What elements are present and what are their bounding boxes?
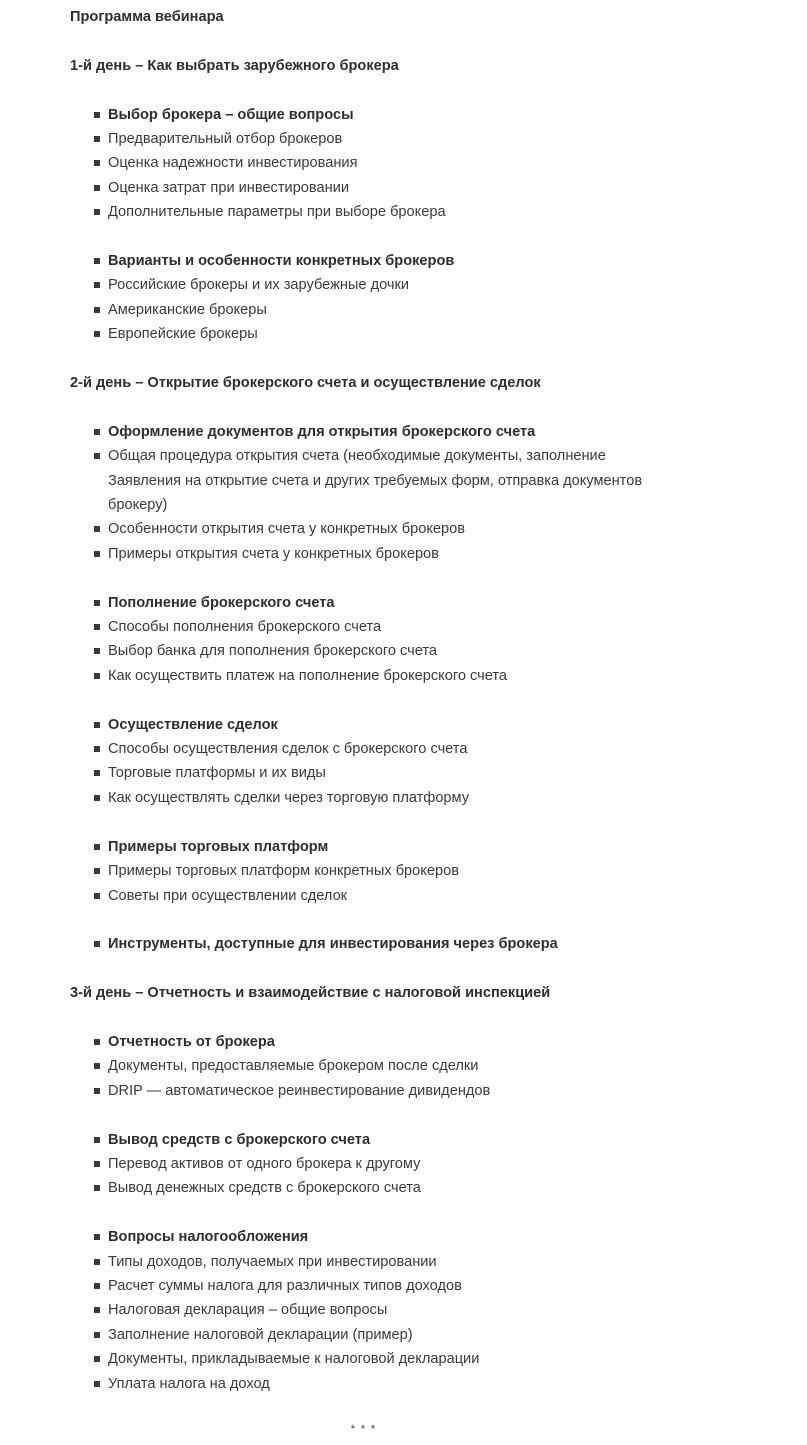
list-item-text: Способы осуществления сделок с брокерского счета bbox=[108, 741, 468, 758]
square-bullet-icon bbox=[94, 453, 100, 459]
square-bullet-icon bbox=[94, 770, 100, 776]
section-title bbox=[108, 932, 670, 956]
day-3-section-1 bbox=[70, 1030, 670, 1103]
day-2-section-3 bbox=[70, 713, 670, 811]
section-title-text: Вопросы налогообложения bbox=[108, 1229, 309, 1246]
section-title-text: Примеры торговых платформ bbox=[108, 838, 329, 855]
square-bullet-icon bbox=[94, 844, 100, 850]
square-bullet-icon bbox=[94, 1137, 100, 1143]
list-item bbox=[108, 664, 670, 688]
square-bullet-icon bbox=[94, 185, 100, 191]
square-bullet-icon bbox=[94, 307, 100, 313]
square-bullet-icon bbox=[94, 1088, 100, 1094]
section-title-text: Отчетность от брокера bbox=[108, 1033, 275, 1050]
list-item-text: Оценка затрат при инвестировании bbox=[108, 179, 349, 196]
square-bullet-icon bbox=[94, 282, 100, 288]
square-bullet-icon bbox=[94, 624, 100, 630]
section-title bbox=[108, 249, 670, 273]
day-2-section-4 bbox=[70, 835, 670, 908]
list-item-text: Торговые платформы и их виды bbox=[108, 765, 326, 782]
section-title bbox=[108, 835, 670, 859]
square-bullet-icon bbox=[94, 331, 100, 337]
list-item-text: Российские брокеры и их зарубежные дочки bbox=[108, 277, 410, 294]
day-3-heading: 3-й день – Отчетность и взаимодействие с налоговой инспекцией bbox=[70, 985, 551, 1002]
list-item bbox=[108, 1079, 670, 1103]
list-item bbox=[108, 151, 670, 175]
list-item bbox=[108, 884, 670, 908]
list-item-text: Способы пополнения брокерского счета bbox=[108, 619, 382, 636]
list-item-text: Вывод денежных средств с брокерского счета bbox=[108, 1180, 421, 1197]
list-item-text: Типы доходов, получаемых при инвестировании bbox=[108, 1253, 437, 1270]
list-item bbox=[108, 639, 670, 663]
square-bullet-icon bbox=[94, 1307, 100, 1313]
section-separator: * * * bbox=[350, 1422, 377, 1436]
day-2-section-5 bbox=[70, 932, 670, 956]
section-title bbox=[108, 1128, 670, 1152]
list-item bbox=[108, 1176, 670, 1200]
list-item bbox=[108, 859, 670, 883]
square-bullet-icon bbox=[94, 1063, 100, 1069]
square-bullet-icon bbox=[94, 1356, 100, 1362]
list-item-text: Оценка надежности инвестирования bbox=[108, 155, 358, 172]
list-item bbox=[108, 298, 670, 322]
list-item bbox=[108, 761, 670, 785]
list-item bbox=[108, 200, 670, 224]
day-1-section-1 bbox=[70, 103, 670, 225]
square-bullet-icon bbox=[94, 941, 100, 947]
list-item bbox=[108, 1250, 670, 1274]
square-bullet-icon bbox=[94, 136, 100, 142]
square-bullet-icon bbox=[94, 1185, 100, 1191]
list-item-text: Американские брокеры bbox=[108, 301, 267, 318]
section-title-text: Пополнение брокерского счета bbox=[108, 594, 335, 611]
square-bullet-icon bbox=[94, 429, 100, 435]
square-bullet-icon bbox=[94, 795, 100, 801]
list-item bbox=[108, 176, 670, 200]
section-title-text: Выбор брокера – общие вопросы bbox=[108, 106, 354, 123]
list-item bbox=[108, 786, 670, 810]
square-bullet-icon bbox=[94, 1161, 100, 1167]
list-item-text: Документы, прикладываемые к налоговой декларации bbox=[108, 1351, 480, 1368]
list-item-text: Советы при осуществлении сделок bbox=[108, 887, 348, 904]
list-item bbox=[108, 1323, 670, 1347]
square-bullet-icon bbox=[94, 526, 100, 532]
list-item-text: Как осуществлять сделки через торговую платформу bbox=[108, 789, 470, 806]
square-bullet-icon bbox=[94, 258, 100, 264]
list-item-text: Перевод активов от одного брокера к другому bbox=[108, 1155, 421, 1172]
list-item bbox=[108, 1347, 670, 1371]
list-item-text: Особенности открытия счета у конкретных брокеров bbox=[108, 521, 466, 538]
square-bullet-icon bbox=[94, 893, 100, 899]
list-item bbox=[108, 1372, 670, 1396]
list-item bbox=[108, 517, 670, 541]
list-item bbox=[108, 444, 670, 517]
section-title-text: Варианты и особенности конкретных брокеров bbox=[108, 253, 455, 270]
section-title-text: Осуществление сделок bbox=[108, 716, 278, 733]
square-bullet-icon bbox=[94, 1381, 100, 1387]
square-bullet-icon bbox=[94, 160, 100, 166]
list-item bbox=[108, 1054, 670, 1078]
section-title-text: Инструменты, доступные для инвестирования через брокера bbox=[108, 936, 558, 953]
section-title bbox=[108, 420, 670, 444]
list-item-text: Примеры торговых платформ конкретных брокеров bbox=[108, 863, 459, 880]
list-item bbox=[108, 127, 670, 151]
list-item bbox=[108, 542, 670, 566]
list-item-text: Общая процедура открытия счета (необходимые документы, заполнение Заявления на открытие счета и других требуемых форм, отправка документов брокеру) bbox=[108, 448, 643, 514]
list-item bbox=[108, 1152, 670, 1176]
day-2-section-2 bbox=[70, 591, 670, 689]
section-title bbox=[108, 1030, 670, 1054]
square-bullet-icon bbox=[94, 648, 100, 654]
square-bullet-icon bbox=[94, 868, 100, 874]
square-bullet-icon bbox=[94, 673, 100, 679]
list-item bbox=[108, 1274, 670, 1298]
day-3-section-2 bbox=[70, 1128, 670, 1201]
list-item bbox=[108, 737, 670, 761]
list-item-text: Документы, предоставляемые брокером после сделки bbox=[108, 1058, 479, 1075]
list-item-text: Предварительный отбор брокеров bbox=[108, 131, 343, 147]
square-bullet-icon bbox=[94, 209, 100, 215]
square-bullet-icon bbox=[94, 1259, 100, 1265]
square-bullet-icon bbox=[94, 600, 100, 606]
list-item-text: Дополнительные параметры при выборе брокера bbox=[108, 204, 446, 221]
list-item bbox=[108, 322, 670, 346]
list-item bbox=[108, 1298, 670, 1322]
section-title-text: Оформление документов для открытия брокерского счета bbox=[108, 423, 536, 440]
section-title bbox=[108, 713, 670, 737]
page-title: Программа вебинара bbox=[70, 9, 224, 25]
list-item-text: Выбор банка для пополнения брокерского счета bbox=[108, 643, 438, 660]
section-title bbox=[108, 591, 670, 615]
webinar-program bbox=[70, 5, 670, 1420]
square-bullet-icon bbox=[94, 746, 100, 752]
square-bullet-icon bbox=[94, 1332, 100, 1338]
list-item-text: Европейские брокеры bbox=[108, 326, 258, 343]
list-item-text: Налоговая декларация – общие вопросы bbox=[108, 1302, 388, 1319]
day-3-section-3 bbox=[70, 1225, 670, 1396]
day-2-section-1 bbox=[70, 420, 670, 566]
list-item-text: Как осуществить платеж на пополнение брокерского счета bbox=[108, 667, 507, 684]
list-item-text: Примеры открытия счета у конкретных брокеров bbox=[108, 545, 439, 562]
list-item-text: Заполнение налоговой декларации (пример) bbox=[108, 1326, 413, 1343]
square-bullet-icon bbox=[94, 1283, 100, 1289]
day-1-heading: 1-й день – Как выбрать зарубежного брокера bbox=[70, 57, 399, 74]
list-item-text: DRIP — автоматическое реинвестирование дивидендов bbox=[108, 1082, 491, 1099]
square-bullet-icon bbox=[94, 1234, 100, 1240]
list-item bbox=[108, 273, 670, 297]
square-bullet-icon bbox=[94, 551, 100, 557]
list-item-text: Расчет суммы налога для различных типов доходов bbox=[108, 1277, 462, 1294]
day-1-section-2 bbox=[70, 249, 670, 347]
section-title bbox=[108, 1225, 670, 1249]
list-item-text: Уплата налога на доход bbox=[108, 1375, 270, 1392]
square-bullet-icon bbox=[94, 112, 100, 118]
day-2-heading: 2-й день – Открытие брокерского счета и осуществление сделок bbox=[70, 375, 541, 392]
section-title bbox=[108, 103, 670, 127]
square-bullet-icon bbox=[94, 1039, 100, 1045]
list-item bbox=[108, 615, 670, 639]
section-title-text: Вывод средств с брокерского счета bbox=[108, 1131, 371, 1148]
square-bullet-icon bbox=[94, 722, 100, 728]
